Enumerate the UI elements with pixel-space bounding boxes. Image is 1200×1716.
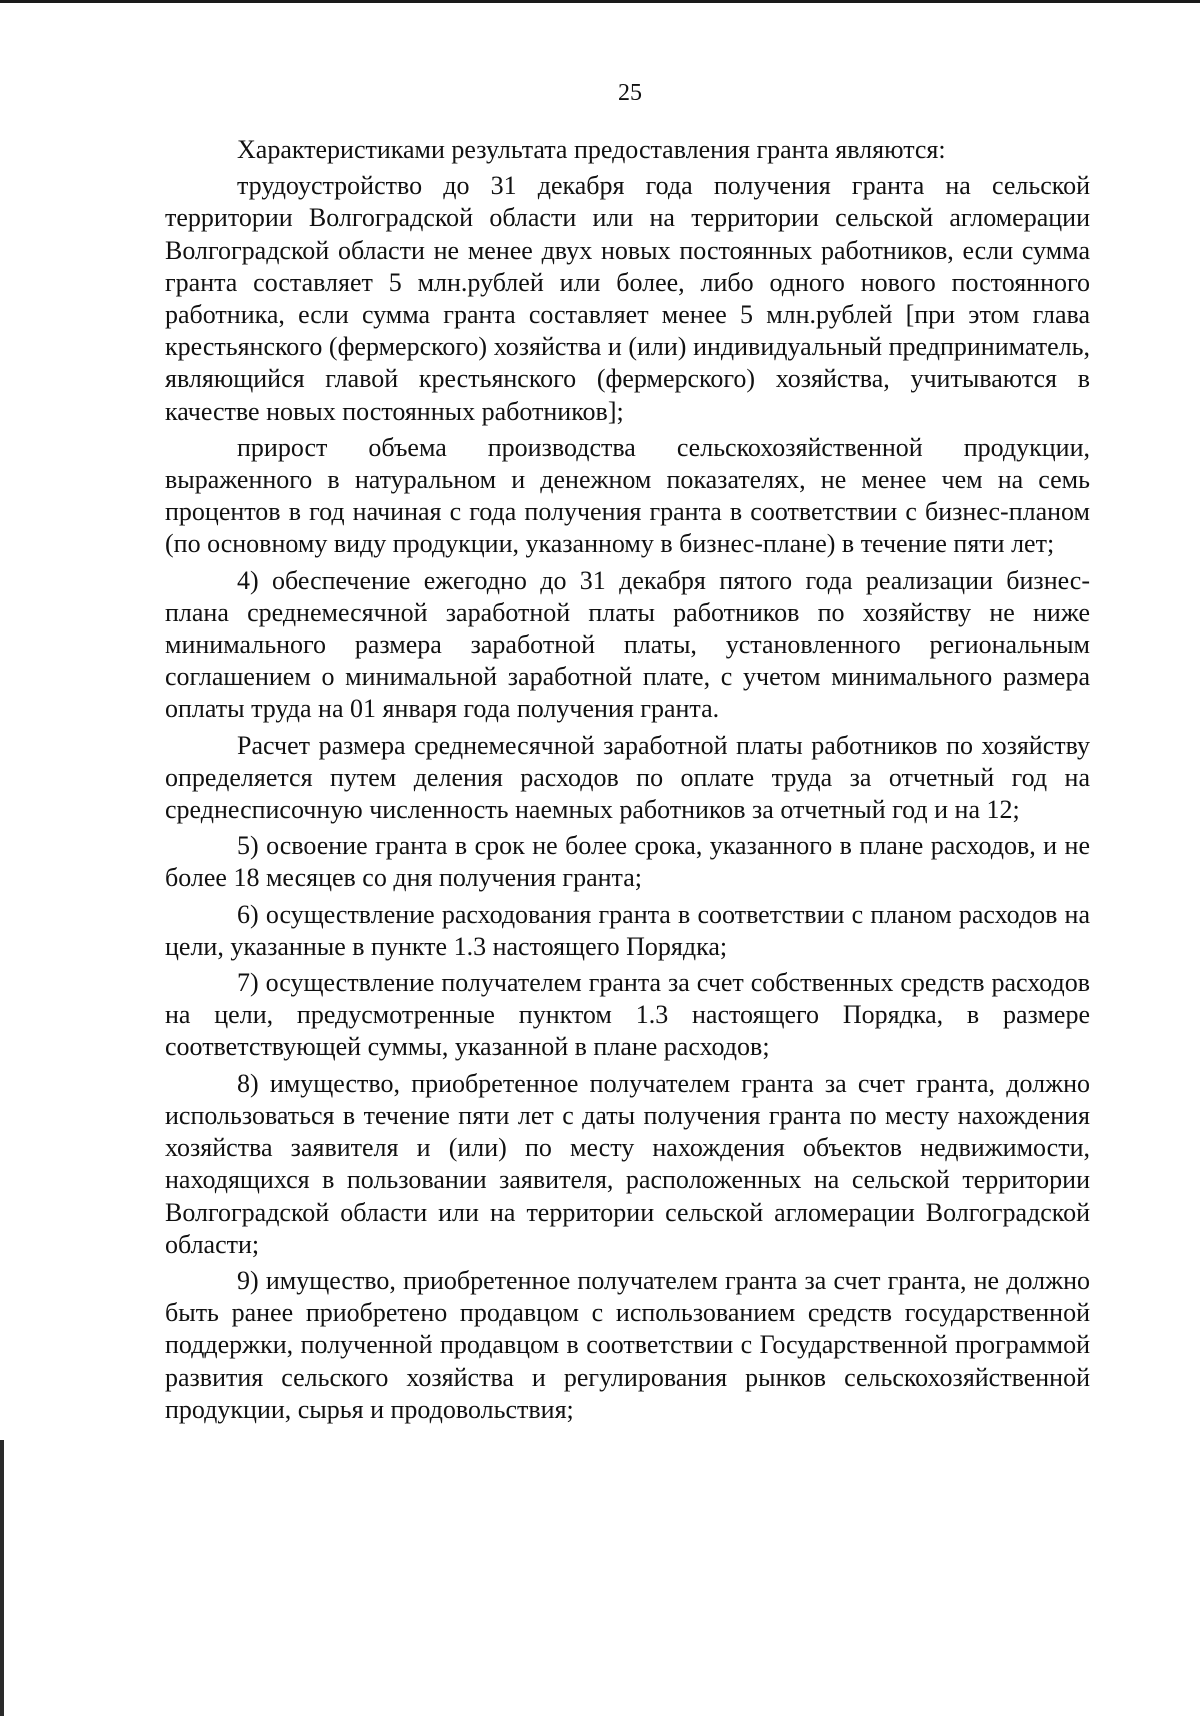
paragraph-item-6: 6) осуществление расходования гранта в соответствии с планом расходов на цели, указанные в пункте 1.3 настоящего Порядка; (165, 899, 1090, 961)
paragraph-item-4: 4) обеспечение ежегодно до 31 декабря пятого года реализации бизнес-плана среднемесячной заработной платы работников по хозяйству не ниже минимального размера заработной платы, установленного региональным соглашением о минимальной заработной плате, с учетом минимального размера оплаты труда на 01 января года получения гранта. (165, 565, 1090, 724)
paragraph-intro: Характеристиками результата предоставления гранта являются: (237, 135, 946, 164)
paragraph-employment: трудоустройство до 31 декабря года получения гранта на сельской территории Волгоградской области или на территории сельской агломерации Волгоградской области не менее двух новых постоянных работников, если сумма гранта составляет 5 млн.рублей или более, либо одного нового постоянного работника, если сумма гранта составляет менее 5 млн.рублей [при этом глава крестьянского (фермерского) хозяйства и (или) индивидуальный предприниматель, являющийся главой крестьянского (фермерского) хозяйства, учитываются в качестве новых постоянных работников]; (165, 171, 1090, 426)
document-body (165, 134, 1090, 1430)
paragraph-item-7: 7) осуществление получателем гранта за счет собственных средств расходов на цели, предусмотренные пунктом 1.3 настоящего Порядка, в размере соответствующей суммы, указанной в плане расходов; (165, 968, 1090, 1062)
paragraph-item-5: 5) освоение гранта в срок не более срока, указанного в плане расходов, и не более 18 месяцев со дня получения гранта; (165, 831, 1090, 893)
page-number: 25 (618, 80, 642, 106)
scan-left-edge (0, 1440, 4, 1716)
paragraph-item-8: 8) имущество, приобретенное получателем гранта за счет гранта, должно использоваться в течение пяти лет с даты получения гранта по месту нахождения хозяйства заявителя и (или) по месту нахождения объектов недвижимости, находящихся в пользовании заявителя, расположенных на сельской территории Волгоградской области или на территории сельской агломерации Волгоградской области; (165, 1068, 1090, 1259)
paragraph-salary-calculation: Расчет размера среднемесячной заработной платы работников по хозяйству определяется путем деления расходов по оплате труда за отчетный год на среднесписочную численность наемных работников за отчетный год и на 12; (165, 730, 1090, 825)
scan-top-edge (0, 0, 1200, 3)
paragraph-item-9: 9) имущество, приобретенное получателем гранта за счет гранта, не должно быть ранее приобретено продавцом с использованием средств государственной поддержки, полученной продавцом в соответствии с Государственной программой развития сельского хозяйства и регулирования рынков сельскохозяйственной продукции, сырья и продовольствия; (165, 1265, 1090, 1424)
paragraph-production-growth: прирост объема производства сельскохозяйственной продукции, выраженного в натуральном и денежном показателях, не менее чем на семь процентов в год начиная с года получения гранта в соответствии с бизнес-планом (по основному виду продукции, указанному в бизнес-плане) в течение пяти лет; (165, 432, 1090, 559)
